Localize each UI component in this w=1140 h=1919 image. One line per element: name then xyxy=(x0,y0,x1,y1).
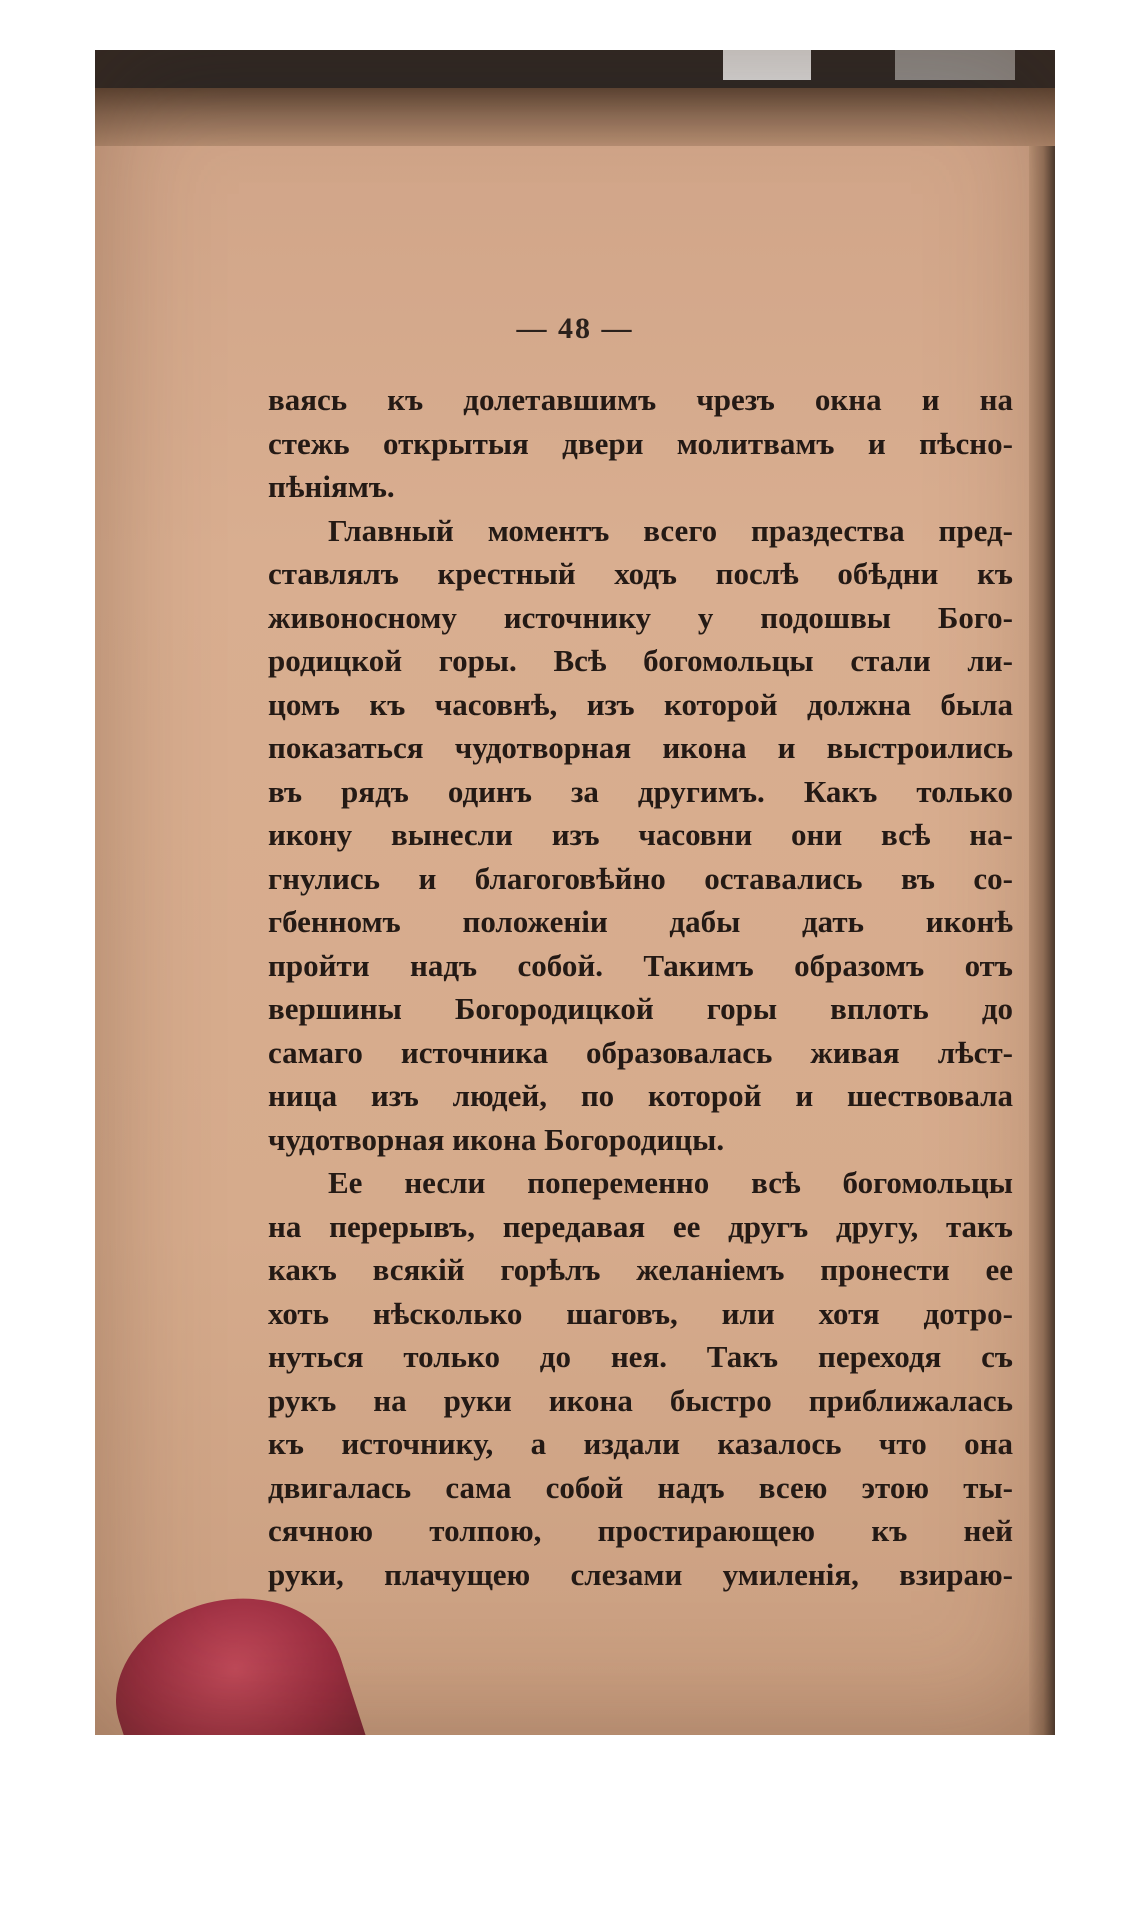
text-line: сячною толпою, простирающею къ ней xyxy=(268,1513,1013,1548)
body-text xyxy=(268,378,1013,1596)
text-line: хоть нѣсколько шаговъ, или хотя дотро- xyxy=(268,1295,1013,1331)
text-line: въ рядъ одинъ за другимъ. Какъ только xyxy=(268,773,1013,809)
book-top-edge xyxy=(95,88,1055,146)
text-line: рукъ на руки икона быстро приближалась xyxy=(268,1382,1013,1418)
text-line: на перерывъ, передавая ее другъ другу, такъ xyxy=(268,1208,1013,1244)
text-line: гбенномъ положенiи дабы дать иконѣ xyxy=(268,904,1013,939)
scanner-top-band xyxy=(95,50,1055,88)
scanned-book-page xyxy=(95,50,1055,1735)
text-line: вершины Богородицкой горы вплоть до xyxy=(268,991,1013,1026)
scanner-gray-patch xyxy=(895,50,1015,80)
text-line: Главный моментъ всего праздества пред- xyxy=(328,512,1013,548)
text-line: цомъ къ часовнѣ, изъ которой должна была xyxy=(268,686,1013,722)
text-line: къ источнику, а издали казалось что она xyxy=(268,1426,1013,1461)
text-line: ставлялъ крестный ходъ послѣ обѣдни къ xyxy=(268,556,1013,591)
scanner-light-patch xyxy=(723,50,811,80)
text-line: руки, плачущею слезами умиленiя, взираю- xyxy=(268,1556,1013,1592)
text-line: ница изъ людей, по которой и шествовала xyxy=(268,1078,1013,1113)
text-line: родицкой горы. Всѣ богомольцы стали ли- xyxy=(268,643,1013,678)
text-line: пройти надъ собой. Такимъ образомъ отъ xyxy=(268,947,1013,983)
text-line: двигалась сама собой надъ всею этою ты- xyxy=(268,1469,1013,1505)
text-line: самаго источника образовалась живая лѣст- xyxy=(268,1034,1013,1070)
text-line: ваясь къ долетавшимъ чрезъ окна и на xyxy=(268,382,1013,417)
text-line: икону вынесли изъ часовни они всѣ на- xyxy=(268,817,1013,852)
text-line: стежь открытыя двери молитвамъ и пѣсно- xyxy=(268,425,1013,461)
text-line: чудотворная икона Богородицы. xyxy=(268,1121,725,1157)
text-line: нуться только до нея. Такъ переходя съ xyxy=(268,1339,1013,1374)
text-line: живоносному источнику у подошвы Бого- xyxy=(268,599,1013,635)
text-line: какъ всякiй горѣлъ желанiемъ пронести ее xyxy=(268,1252,1013,1287)
text-line: пѣніямъ. xyxy=(268,469,395,504)
text-line: показаться чудотворная икона и выстроились xyxy=(268,730,1013,765)
text-line: Ее несли попеременно всѣ богомольцы xyxy=(328,1165,1013,1200)
text-line: гнулись и благоговѣйно оставались въ со- xyxy=(268,860,1013,896)
book-right-edge xyxy=(1029,146,1055,1735)
page-number: — 48 — xyxy=(516,312,634,345)
